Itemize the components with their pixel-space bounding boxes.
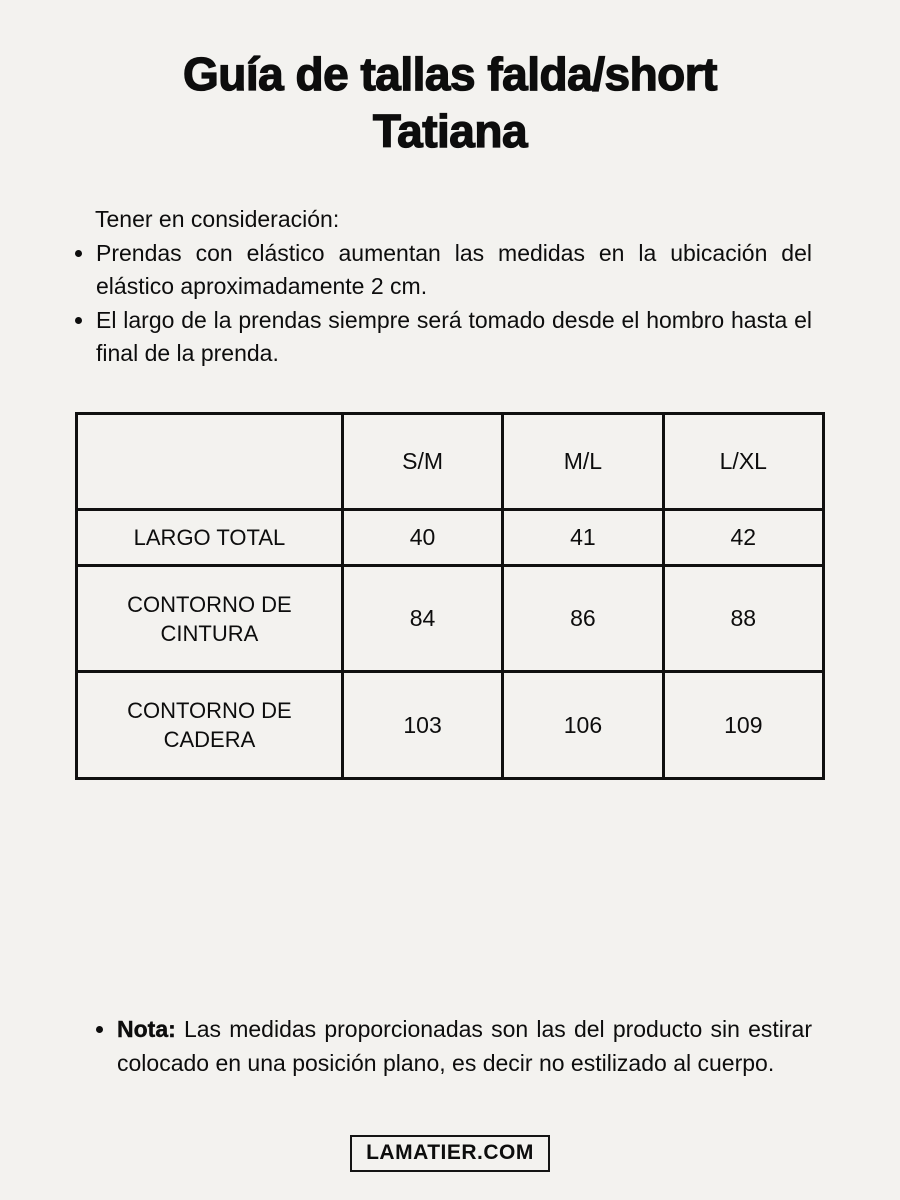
considerations-section (75, 203, 812, 371)
note-text: Las medidas proporcionadas son las del producto sin estirar colocado en una posición plano, es decir no estilizado al cuerpo. (117, 1016, 812, 1076)
row-label-text: CONTORNO DE CINTURA (127, 591, 292, 646)
size-table-corner-cell (77, 414, 343, 510)
size-column-header-lxl: L/XL (663, 414, 823, 510)
considerations-intro: Tener en consideración: (95, 206, 340, 232)
note-list (75, 1013, 812, 1080)
size-column-header-sm: S/M (342, 414, 502, 510)
row-label (77, 672, 343, 779)
table-cell: 40 (342, 510, 502, 566)
size-table (75, 412, 825, 780)
page-title-line2: Tatiana (372, 105, 528, 157)
table-cell: 86 (503, 565, 663, 672)
table-row-contorno-cintura (77, 565, 824, 672)
brand-badge: LAMATIER.COM (350, 1135, 550, 1172)
note-item (117, 1013, 812, 1080)
considerations-list (75, 237, 812, 371)
table-cell: 84 (342, 565, 502, 672)
page-title (0, 46, 900, 160)
table-cell: 88 (663, 565, 823, 672)
consideration-item-length: • El largo de la prendas siempre será tomado desde el hombro hasta el final de la prenda. (96, 304, 812, 371)
table-cell: 109 (663, 672, 823, 779)
table-cell: 106 (503, 672, 663, 779)
table-row-largo-total (77, 510, 824, 566)
row-label (77, 510, 343, 566)
row-label-text: LARGO TOTAL (133, 524, 286, 550)
note-section (75, 1013, 812, 1080)
size-table-header-row (77, 414, 824, 510)
table-cell: 41 (503, 510, 663, 566)
table-row-contorno-cadera (77, 672, 824, 779)
note-label: Nota: (117, 1016, 176, 1042)
footer (0, 1135, 900, 1172)
page-title-line1: Guía de tallas falda/short (182, 48, 718, 100)
row-label-text: CONTORNO DE CADERA (127, 698, 292, 753)
consideration-item-elastic: • Prendas con elástico aumentan las medidas en la ubicación del elástico aproximadamente 2 cm. (96, 237, 812, 304)
table-cell: 103 (342, 672, 502, 779)
row-label (77, 565, 343, 672)
table-cell: 42 (663, 510, 823, 566)
size-column-header-ml: M/L (503, 414, 663, 510)
